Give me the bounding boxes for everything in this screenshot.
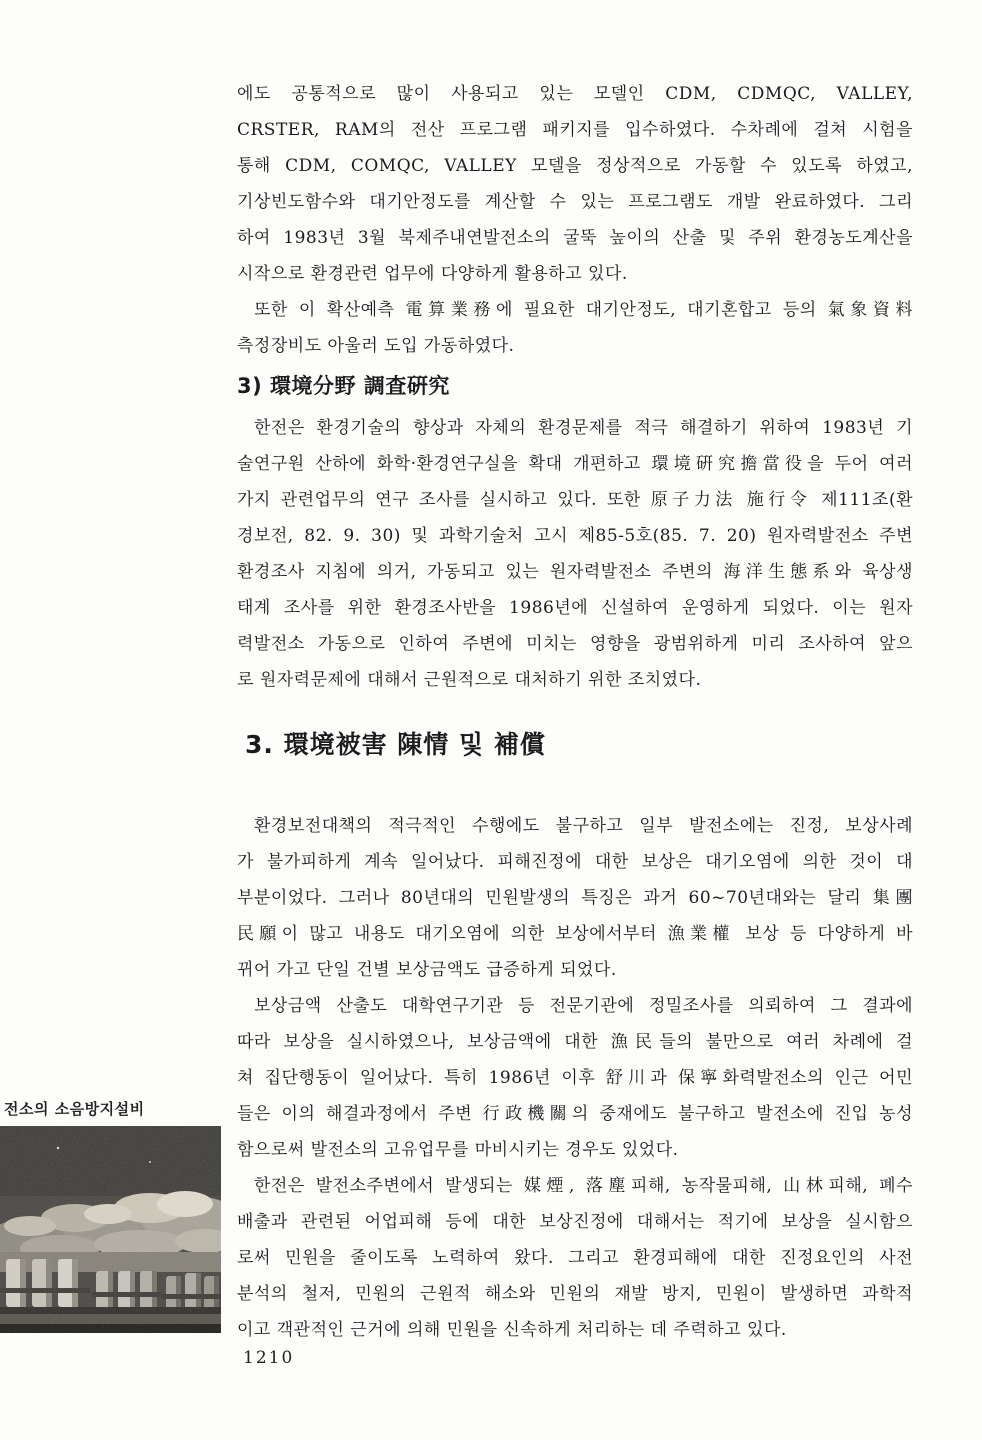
text-line: 또한 이 확산예측 電算業務에 필요한 대기안정도, 대기혼합고 등의 氣象資料 bbox=[254, 300, 913, 320]
text-line: 뀌어 가고 단일 건별 보상금액도 급증하게 되었다. bbox=[237, 960, 617, 980]
text-line: 하여 1983년 3월 북제주내연발전소의 굴뚝 높이의 산출 및 주위 환경농도계산을 bbox=[237, 228, 913, 248]
text-line: 시작으로 환경관련 업무에 다양하게 활용하고 있다. bbox=[237, 264, 628, 284]
text-line: 로 원자력문제에 대해서 근원적으로 대처하기 위한 조치였다. bbox=[237, 670, 702, 690]
paragraph bbox=[237, 292, 913, 364]
paragraph bbox=[237, 1168, 913, 1348]
text-line: 환경조사 지침에 의거, 가동되고 있는 원자력발전소 주변의 海洋生態系와 육상생 bbox=[237, 562, 913, 582]
power-plant-photo-image bbox=[0, 1126, 221, 1333]
text-line: 가 불가피하게 계속 일어났다. 피해진정에 대한 보상은 대기오염에 의한 것이 대 bbox=[237, 852, 913, 872]
text-line: 분석의 철저, 민원의 근원적 해소와 민원의 재발 방지, 민원이 발생하면 과학적 bbox=[237, 1284, 913, 1304]
text-line: 한전은 발전소주변에서 발생되는 媒煙, 落塵피해, 농작물피해, 山林피해, 폐수 bbox=[254, 1176, 913, 1196]
text-line: 술연구원 산하에 화학·환경연구실을 확대 개편하고 環境硏究擔當役을 두어 여러 bbox=[237, 454, 913, 474]
sub-section-heading: 3) 環境分野 調査硏究 bbox=[237, 374, 450, 398]
text-line: 기상빈도함수와 대기안정도를 계산할 수 있는 프로그램도 개발 완료하였다. 그리 bbox=[237, 192, 913, 212]
text-line: 民願이 많고 내용도 대기오염에 의한 보상에서부터 漁業權 보상 등 다양하게 바 bbox=[237, 924, 913, 944]
text-line: 측정장비도 아울러 도입 가동하였다. bbox=[237, 336, 515, 356]
text-line: 한전은 환경기술의 향상과 자체의 환경문제를 적극 해결하기 위하여 1983년 기 bbox=[254, 418, 913, 438]
text-line: 보상금액 산출도 대학연구기관 등 전문기관에 정밀조사를 의뢰하여 그 결과에 bbox=[254, 996, 913, 1016]
paragraph bbox=[237, 76, 913, 292]
photo-caption: 전소의 소음방지설비 bbox=[4, 1100, 145, 1118]
text-line: 태계 조사를 위한 환경조사반을 1986년에 신설하여 운영하게 되었다. 이는 원자 bbox=[237, 598, 913, 618]
paragraph bbox=[237, 808, 913, 988]
body-text-column bbox=[237, 76, 913, 1348]
text-line: 부분이었다. 그러나 80년대의 민원발생의 특징은 과거 60~70년대와는 달리 集團 bbox=[237, 888, 913, 908]
text-line: CRSTER, RAM의 전산 프로그램 패키지를 입수하였다. 수차례에 걸쳐 시험을 bbox=[237, 120, 913, 140]
text-line: 통해 CDM, COMQC, VALLEY 모델을 정상적으로 가동할 수 있도록 하였고, bbox=[237, 156, 913, 176]
text-line: 환경보전대책의 적극적인 수행에도 불구하고 일부 발전소에는 진정, 보상사례 bbox=[254, 816, 913, 836]
section-heading: 3. 環境被害 陳情 및 補償 bbox=[245, 730, 546, 759]
text-line: 따라 보상을 실시하였으나, 보상금액에 대한 漁民들의 불만으로 여러 차례에 걸 bbox=[237, 1032, 913, 1052]
text-line: 들은 이의 해결과정에서 주변 行政機關의 중재에도 불구하고 발전소에 진입 농성 bbox=[237, 1104, 913, 1124]
text-line: 가지 관련업무의 연구 조사를 실시하고 있다. 또한 原子力法 施行令 제111조(환 bbox=[237, 490, 913, 510]
text-line: 배출과 관련된 어업피해 등에 대한 보상진정에 대해서는 적기에 보상을 실시함으 bbox=[237, 1212, 913, 1232]
power-plant-photo bbox=[0, 1126, 221, 1333]
text-line: 경보전, 82. 9. 30) 및 과학기술처 고시 제85-5호(85. 7. 20) 원자력발전소 주변 bbox=[237, 526, 913, 546]
paragraph bbox=[237, 988, 913, 1168]
text-line: 이고 객관적인 근거에 의해 민원을 신속하게 처리하는 데 주력하고 있다. bbox=[237, 1320, 787, 1340]
text-line: 로써 민원을 줄이도록 노력하여 왔다. 그리고 환경피해에 대한 진정요인의 사전 bbox=[237, 1248, 913, 1268]
text-line: 함으로써 발전소의 고유업무를 마비시키는 경우도 있었다. bbox=[237, 1140, 679, 1160]
page-number: 1210 bbox=[243, 1348, 295, 1368]
text-line: 에도 공통적으로 많이 사용되고 있는 모델인 CDM, CDMQC, VALLEY, bbox=[237, 84, 913, 104]
text-line: 쳐 집단행동이 일어났다. 특히 1986년 이후 舒川과 保寧화력발전소의 인근 어민 bbox=[237, 1068, 913, 1088]
paragraph bbox=[237, 410, 913, 698]
text-line: 력발전소 가동으로 인하여 주변에 미치는 영향을 광범위하게 미리 조사하여 앞으 bbox=[237, 634, 913, 654]
